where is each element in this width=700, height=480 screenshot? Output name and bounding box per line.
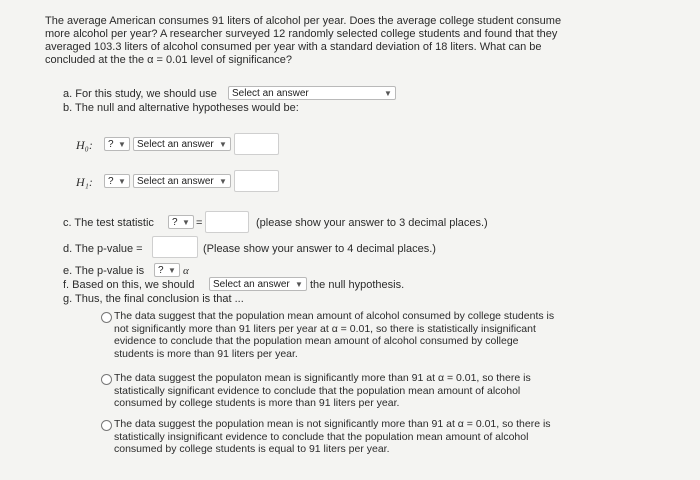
h1-op-select[interactable] xyxy=(104,174,130,188)
part-d-label: d. The p-value = xyxy=(63,243,143,255)
h1-op-select-value: ? xyxy=(108,176,114,187)
chevron-down-icon: ▼ xyxy=(118,140,126,149)
h1-param-select[interactable] xyxy=(133,174,231,188)
h0-op-select-value: ? xyxy=(108,139,114,150)
alpha-symbol: α xyxy=(183,265,189,277)
h0-value-input[interactable] xyxy=(234,133,279,155)
conclusion-option-2[interactable] xyxy=(114,372,531,410)
question-line-3: averaged 103.3 liters of alcohol consumed per year with a standard deviation of 18 liters. What can be xyxy=(45,41,542,53)
option-1-line-2: not significantly more than 91 liters per year at α = 0.01, so there is statistically insignificant xyxy=(114,322,536,335)
h0-param-select[interactable] xyxy=(133,137,231,151)
chevron-down-icon: ▼ xyxy=(219,177,227,186)
question-line-4: concluded at the the α = 0.01 level of significance? xyxy=(45,54,292,66)
conclusion-radio-1[interactable] xyxy=(101,312,112,323)
question-line-1: The average American consumes 91 liters of alcohol per year. Does the average college student consume xyxy=(45,15,562,27)
chevron-down-icon: ▼ xyxy=(118,177,126,186)
h0-param-select-value: Select an answer xyxy=(137,139,214,150)
test-statistic-input[interactable] xyxy=(205,211,249,233)
option-2-line-1: The data suggest the populaton mean is significantly more than 91 at α = 0.01, so there is xyxy=(114,372,531,384)
part-f-suffix: the null hypothesis. xyxy=(310,279,405,291)
study-type-select[interactable] xyxy=(228,86,396,100)
chevron-down-icon: ▼ xyxy=(219,140,227,149)
part-a-label: a. For this study, we should use xyxy=(63,88,217,100)
option-1-line-1: The data suggest that the population mean amount of alcohol consumed by college students is xyxy=(114,310,555,322)
conclusion-radio-2[interactable] xyxy=(101,374,112,385)
p-value-compare-select[interactable] xyxy=(154,263,180,277)
chevron-down-icon: ▼ xyxy=(295,280,303,289)
h1-label: H₁: xyxy=(76,175,93,189)
part-c-label: c. The test statistic xyxy=(63,217,154,229)
chevron-down-icon: ▼ xyxy=(384,89,392,98)
equals-sign: = xyxy=(196,217,203,229)
option-2-line-3: consumed by college students is more than 91 liters per year. xyxy=(114,397,400,409)
p-value-input[interactable] xyxy=(152,236,198,258)
option-2-line-2: statistically significant evidence to conclude that the population mean amount of alcohol xyxy=(114,384,521,397)
option-1-line-3: evidence to conclude that the population mean amount of alcohol consumed by college xyxy=(114,335,519,347)
chevron-down-icon: ▼ xyxy=(168,266,176,275)
option-1-line-4: students is more than 91 liters per year. xyxy=(114,347,298,360)
part-g-label: g. Thus, the final conclusion is that ... xyxy=(63,293,244,305)
conclusion-radio-3[interactable] xyxy=(101,420,112,431)
question-line-2: more alcohol per year? A researcher surveyed 12 randomly selected college students and found that they xyxy=(45,28,558,40)
part-f-label: f. Based on this, we should xyxy=(63,279,195,291)
decision-select[interactable] xyxy=(209,277,307,291)
option-3-line-3: consumed by college students is equal to 91 liters per year. xyxy=(114,443,390,455)
part-e-label: e. The p-value is xyxy=(63,265,145,277)
part-d-hint: (Please show your answer to 4 decimal places.) xyxy=(203,243,436,255)
decision-select-value: Select an answer xyxy=(213,279,290,290)
h0-label: H₀: xyxy=(76,138,93,152)
study-type-select-value: Select an answer xyxy=(232,88,309,99)
h1-value-input[interactable] xyxy=(234,170,279,192)
test-statistic-select[interactable] xyxy=(168,215,194,229)
h1-param-select-value: Select an answer xyxy=(137,176,214,187)
h0-op-select[interactable] xyxy=(104,137,130,151)
part-b-label: b. The null and alternative hypotheses would be: xyxy=(63,102,299,114)
part-c-hint: (please show your answer to 3 decimal places.) xyxy=(256,217,488,229)
conclusion-option-1[interactable] xyxy=(114,310,554,360)
conclusion-option-3[interactable] xyxy=(114,418,551,456)
option-3-line-1: The data suggest the population mean is not significantly more than 91 at α = 0.01, so there is xyxy=(114,418,551,430)
chevron-down-icon: ▼ xyxy=(182,218,190,227)
p-value-compare-select-value: ? xyxy=(158,265,164,276)
option-3-line-2: statistically insignificant evidence to conclude that the population mean amount of alcohol xyxy=(114,430,529,443)
test-statistic-select-value: ? xyxy=(172,217,178,228)
